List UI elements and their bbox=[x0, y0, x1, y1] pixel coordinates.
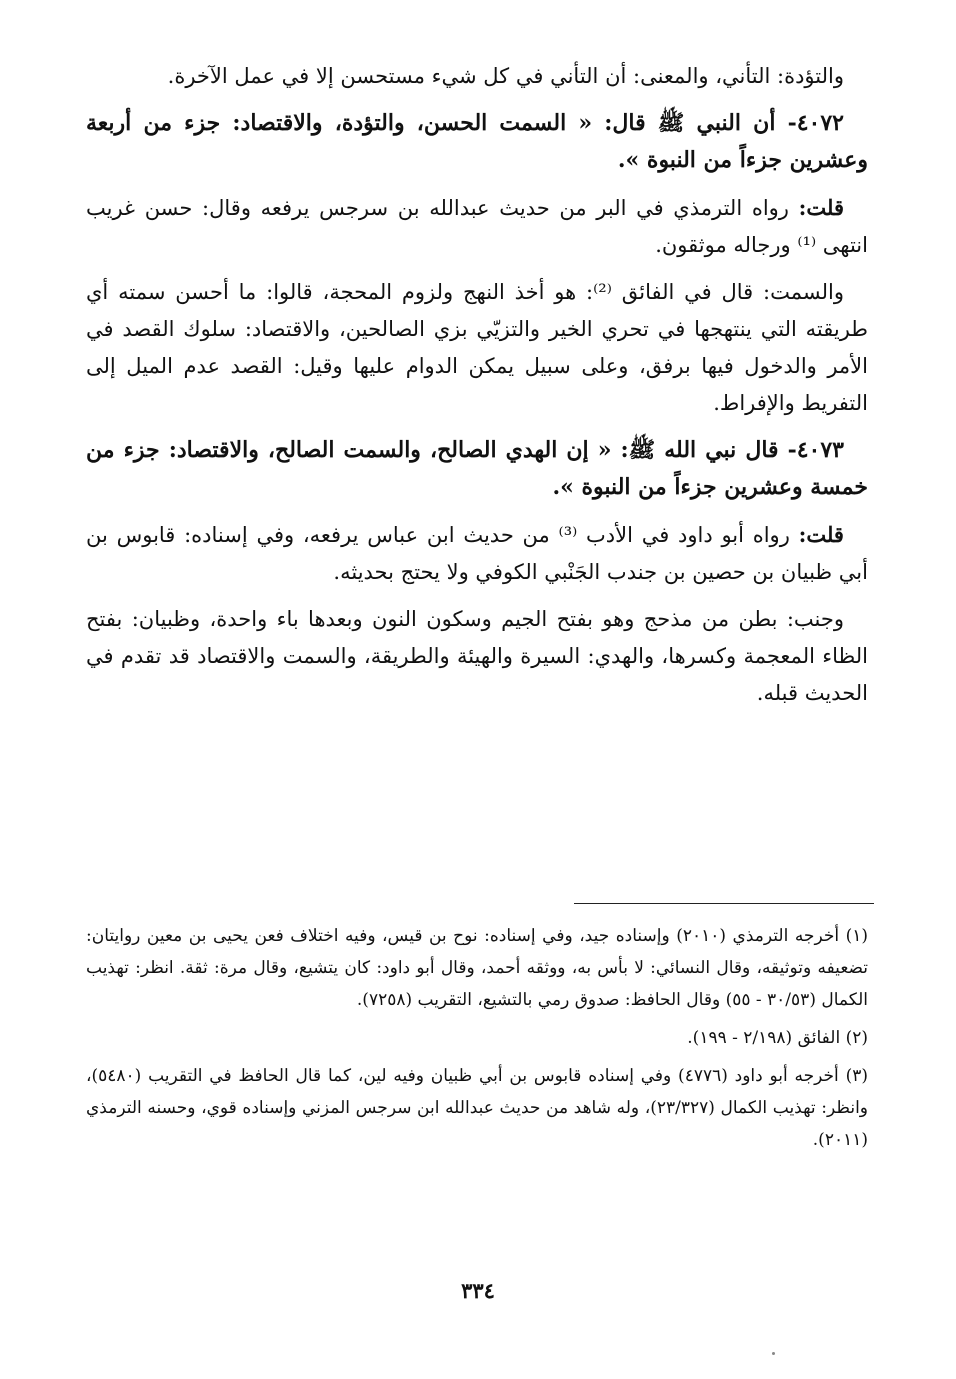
footnote-3: (٣) أخرجه أبو داود (٤٧٧٦) وفي إسناده قابوس بن أبي ظبيان وفيه لين، كما قال الحافظ في التقريب (٥٤٨٠)، وانظر: تهذيب الكمال (٢٣/٣٢٧)، وله شاهد من حديث عبدالله ابن سرجس المزني وإسناده قوي، وحسنه الترمذي (٢٠١١). bbox=[86, 1066, 868, 1150]
commentary-4073-text: رواه أبو داود في الأدب ⁽³⁾ من حديث ابن عباس يرفعه، وفي إسناده: قابوس بن أبي ظبيان بن حصين بن جندب الجَنْبي الكوفي ولا يحتج بحديثه. bbox=[86, 523, 868, 584]
paragraph-samt: والسمت: قال في الفائق ⁽²⁾: هو أخذ النهج ولزوم المحجة، قالوا: ما أحسن سمته أي طريقته التي ينتهجها في تحري الخير والتزيّي بزي الصالحين، والاقتصاد: سلوك القصد في الأمر والدخول فيها برفق، وعلى سبيل يمكن الدوام عليها وقيل: القصد عدم الميل إلى التفريط والإفراط. bbox=[86, 280, 868, 415]
hadith-4072: ٤٠٧٢- أن النبي ﷺ قال: « السمت الحسن، والتؤدة، والاقتصاد: جزء من أربعة وعشرين جزءاً من النبوة ». bbox=[86, 110, 868, 173]
commentary-4073 bbox=[86, 516, 868, 591]
commentary-4072 bbox=[86, 189, 868, 264]
paragraph-janb: وجنب: بطن من مذحج وهو بفتح الجيم وسكون النون وبعدها باء واحدة، وظبيان: بفتح الظاء المعجمة وكسرها، والهدي: السيرة والهيئة والطريقة، والسمت والاقتصاد قد تقدم في الحديث قبله. bbox=[86, 607, 868, 705]
commentary-4072-text: رواه الترمذي في البر من حديث عبدالله بن سرجس يرفعه وقال: حسن غريب انتهى ⁽¹⁾ ورجاله موثقون. bbox=[86, 196, 868, 257]
page-number: ٣٣٤ bbox=[461, 1278, 495, 1303]
qultu-label: قلت: bbox=[798, 195, 844, 220]
footnote-2: (٢) الفائق (٢/١٩٨ - ١٩٩). bbox=[687, 1028, 868, 1048]
paragraph-tuada: والتؤدة: التأني، والمعنى: أن التأني في كل شيء مستحسن إلا في عمل الآخرة. bbox=[167, 64, 844, 88]
qultu-label: قلت: bbox=[798, 522, 844, 547]
footnotes bbox=[86, 920, 868, 1162]
footnote-divider bbox=[574, 903, 874, 904]
footnote-1: (١) أخرجه الترمذي (٢٠١٠) وإسناده جيد، وفي إسناده: نوح بن قيس، وفيه اختلاف فعن يحيى بن معين روايتان: تضعيفه وتوثيقه، وقال النسائي: لا بأس به، ووثقه أحمد، وقال أبو داود: كان يتشيع، وقال مرة: ثقة. انظر: تهذيب الكمال (٣٠/٥٣ - ٥٥) وقال الحافظ: صدوق رمي بالتشيع، التقريب (٧٢٥٨). bbox=[86, 926, 868, 1010]
scan-speck bbox=[772, 1352, 775, 1355]
main-text bbox=[86, 58, 868, 722]
hadith-4073: ٤٠٧٣- قال نبي الله ﷺ: « إن الهدي الصالح، والسمت الصالح، والاقتصاد: جزء من خمسة وعشرين جزءاً من النبوة ». bbox=[86, 437, 868, 500]
